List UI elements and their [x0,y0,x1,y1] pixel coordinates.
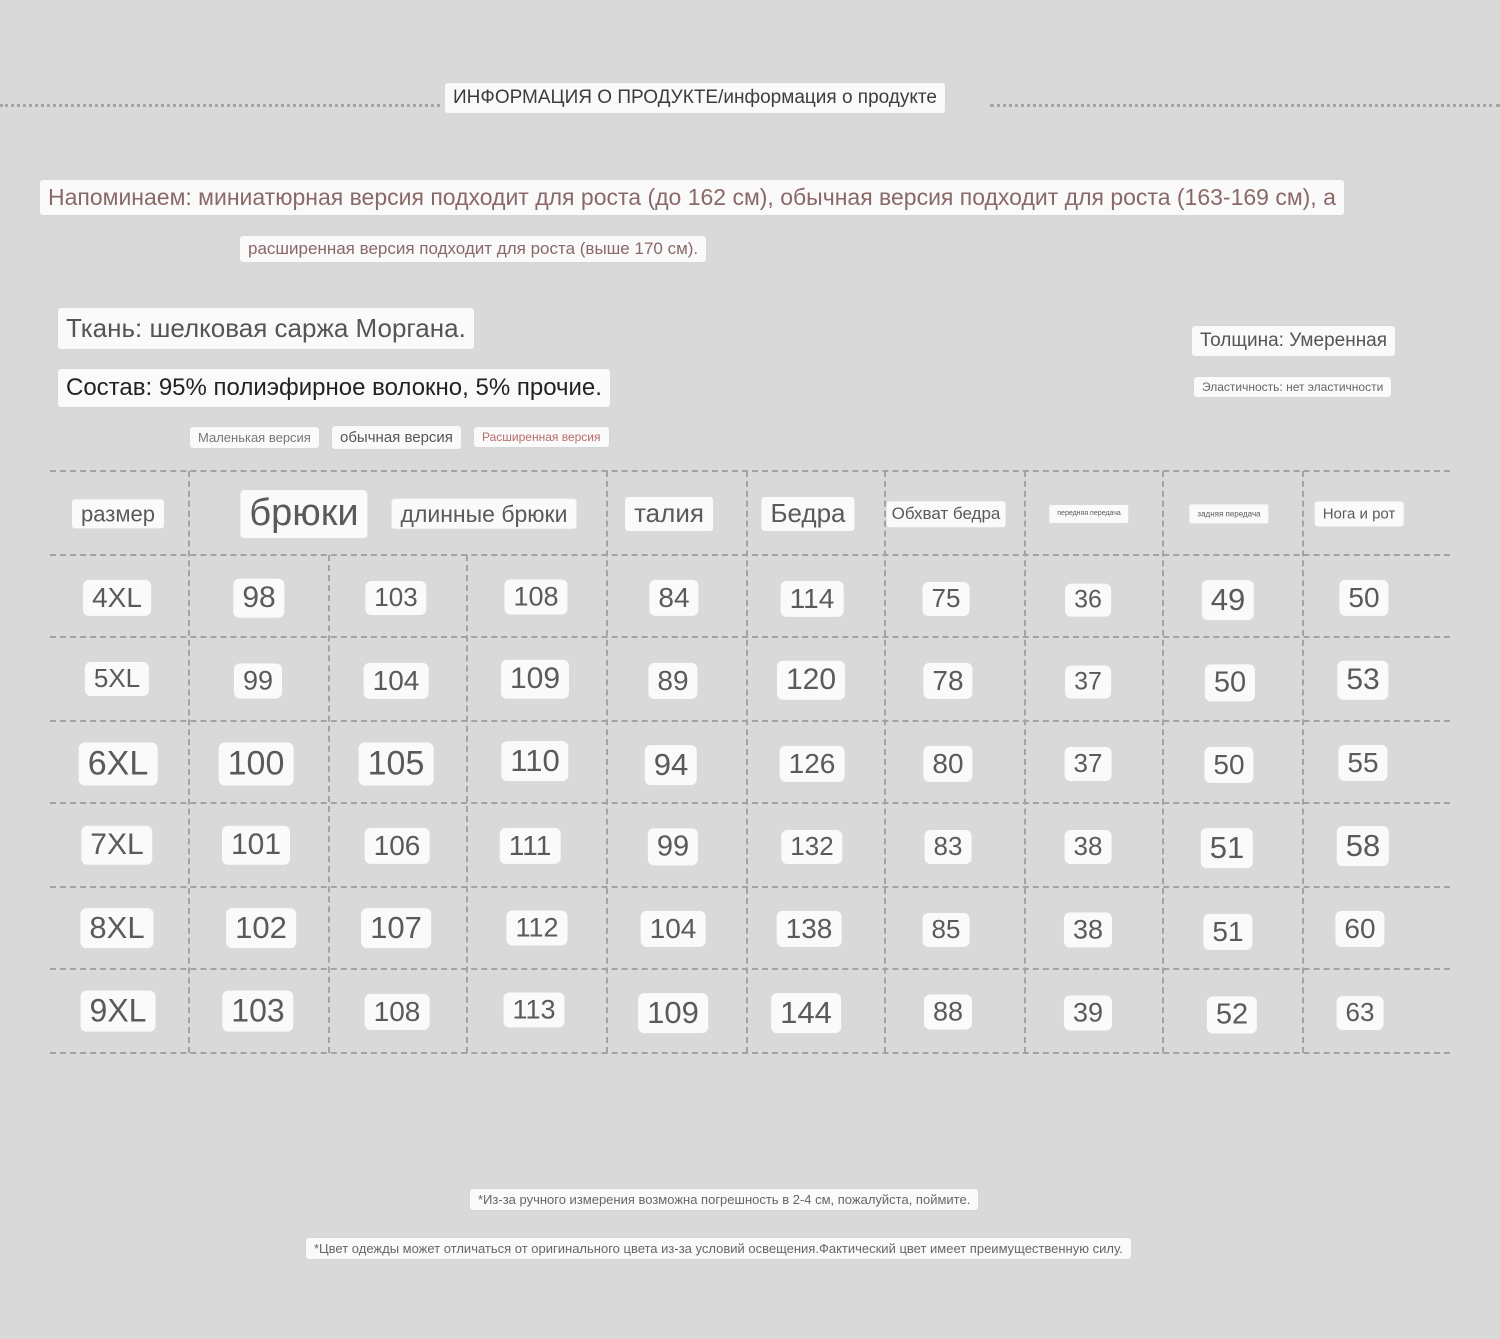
table-cell: 109 [638,993,708,1033]
height-reminder-line-2: расширенная версия подходит для роста (выше 170 см). [240,236,706,262]
table-cell: 103 [365,581,426,615]
table-rule [50,470,1450,472]
column-divider [466,555,468,1053]
table-cell: 9XL [81,991,156,1032]
table-cell: 78 [923,663,972,699]
table-cell: 8XL [80,908,153,948]
table-cell: 58 [1337,826,1389,866]
title-dotted-line-right [990,104,1500,107]
table-cell: 98 [233,579,284,618]
header-thigh: Обхват бедра [887,501,1006,527]
page-title: ИНФОРМАЦИЯ О ПРОДУКТЕ/информация о продукте [445,83,945,113]
table-cell: 50 [1204,747,1253,783]
table-cell: 99 [234,663,282,698]
table-cell: 108 [365,994,430,1030]
table-cell: 38 [1065,830,1112,864]
table-cell: 104 [364,663,429,699]
table-rule [50,720,1450,722]
table-cell: 7XL [81,826,152,865]
header-size: размер [72,499,164,528]
title-dotted-line-left [0,104,440,107]
table-cell: 108 [504,579,567,614]
table-cell: 94 [645,745,697,785]
extended-version-tag: Расширенная версия [474,427,609,447]
column-divider [1302,471,1304,1053]
header-hips: Бедра [761,497,854,531]
table-cell: 75 [923,582,970,616]
height-reminder-line-1: Напоминаем: миниатюрная версия подходит для роста (до 162 см), обычная версия подходит для роста (163-169 см), а [40,180,1344,215]
color-difference-note: *Цвет одежды может отличаться от оригинального цвета из-за условий освещения.Фактический цвет имеет преимущественную силу. [306,1238,1131,1259]
table-rule [50,968,1450,970]
measurement-error-note: *Из-за ручного измерения возможна погрешность в 2-4 см, пожалуйста, поймите. [470,1189,978,1210]
table-cell: 51 [1201,828,1253,868]
table-cell: 100 [219,742,294,785]
composition-label: Состав: 95% полиэфирное волокно, 5% прочие. [58,369,610,407]
header-back-rise: задняя передача [1189,504,1268,523]
table-cell: 126 [780,746,845,782]
table-rule [50,1052,1450,1054]
table-cell: 37 [1065,747,1112,781]
table-cell: 110 [501,741,568,781]
small-version-tag: Маленькая версия [190,427,319,448]
table-cell: 5XL [85,662,149,696]
column-divider [1162,471,1164,1053]
table-cell: 138 [777,911,842,947]
table-cell: 104 [641,911,706,947]
header-long-pants: длинные брюки [392,499,577,529]
table-cell: 51 [1203,914,1252,950]
table-cell: 112 [506,910,567,945]
column-divider [328,555,330,1053]
table-cell: 55 [1338,745,1387,781]
header-waist: талия [625,497,713,531]
table-cell: 39 [1064,995,1112,1030]
table-cell: 53 [1337,661,1388,700]
table-cell: 50 [1339,580,1388,616]
table-cell: 103 [222,991,293,1032]
table-cell: 105 [359,742,434,785]
table-cell: 50 [1205,664,1255,701]
table-cell: 88 [924,994,972,1029]
table-cell: 38 [1064,912,1112,947]
table-cell: 99 [648,828,698,865]
table-cell: 114 [781,581,844,617]
table-cell: 84 [649,580,698,616]
table-cell: 52 [1207,996,1257,1033]
table-cell: 60 [1335,911,1384,947]
table-cell: 6XL [79,742,158,785]
thickness-label: Толщина: Умеренная [1192,326,1395,356]
column-divider [884,471,886,1053]
table-cell: 83 [925,830,972,864]
table-cell: 63 [1337,996,1384,1030]
table-cell: 89 [648,663,697,699]
table-cell: 102 [226,908,296,948]
table-cell: 109 [501,660,569,699]
table-cell: 107 [361,908,431,948]
table-rule [50,554,1450,556]
table-cell: 132 [781,830,842,864]
table-cell: 111 [500,828,561,864]
fabric-label: Ткань: шелковая саржа Моргана. [58,308,474,349]
table-cell: 113 [503,992,564,1027]
table-cell: 49 [1202,580,1254,620]
table-cell: 101 [222,826,290,865]
table-cell: 144 [771,993,841,1033]
table-cell: 80 [923,746,972,782]
column-divider [188,471,190,1053]
column-divider [1024,471,1026,1053]
elasticity-label: Эластичность: нет эластичности [1194,377,1391,397]
regular-version-tag: обычная версия [332,426,461,449]
column-divider [606,471,608,1053]
table-rule [50,636,1450,638]
table-cell: 37 [1065,666,1111,699]
table-cell: 36 [1065,584,1111,617]
table-cell: 85 [923,913,970,947]
table-cell: 120 [777,661,845,700]
table-cell: 106 [365,828,430,864]
header-pants: брюки [240,490,367,538]
table-rule [50,886,1450,888]
column-divider [746,471,748,1053]
table-cell: 4XL [83,580,151,616]
header-leg-opening: Нога и рот [1315,501,1404,526]
header-front-rise: передняя передача [1049,505,1128,523]
table-rule [50,802,1450,804]
